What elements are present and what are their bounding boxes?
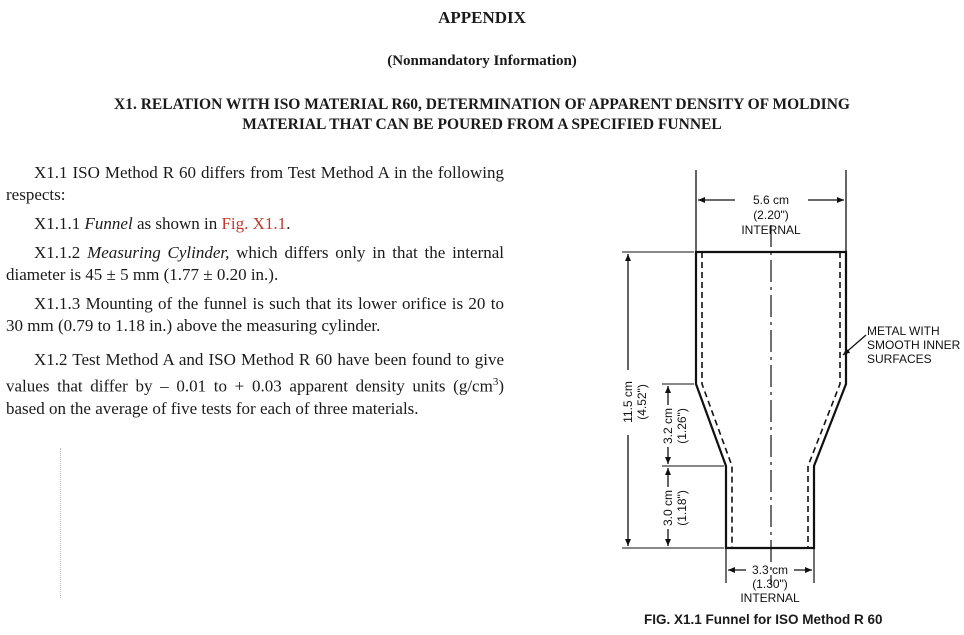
paragraph-x1-1-1-num: X1.1.1 bbox=[34, 214, 81, 233]
cone-height-label-1: 3.2 cm bbox=[661, 407, 675, 445]
top-dim-label-3: INTERNAL bbox=[741, 223, 801, 237]
paragraph-x1-2 bbox=[6, 349, 504, 420]
paragraph-x1-2-text-a: X1.2 Test Method A and ISO Method R 60 have been found to give values that differ by – 0.01 to + 0.03 apparent density units (g/cm bbox=[6, 350, 504, 396]
paragraph-x1-1-1-mid: as shown in bbox=[132, 214, 222, 233]
section-heading-line-2: MATERIAL THAT CAN BE POURED FROM A SPECIFIED FUNNEL bbox=[242, 116, 722, 133]
paragraph-x1-2-text-b: ) based on the average of five tests for each of three materials. bbox=[6, 376, 504, 418]
paragraph-x1-1-2-num: X1.1.2 bbox=[34, 243, 81, 262]
margin-dotted-line bbox=[60, 448, 62, 598]
body-text bbox=[6, 162, 504, 427]
bottom-dim-label-3: INTERNAL bbox=[740, 591, 800, 605]
note-label-1: METAL WITH bbox=[867, 324, 940, 338]
paragraph-x1-1-1 bbox=[6, 213, 504, 235]
total-height-label-1: 11.5 cm bbox=[621, 381, 635, 423]
funnel-figure bbox=[590, 165, 964, 610]
cone-height-label-2: (1.26") bbox=[675, 408, 689, 444]
stem-height-label-2: (1.18") bbox=[675, 490, 689, 526]
note-label-2: SMOOTH INNER bbox=[867, 338, 961, 352]
top-dim-label-1: 5.6 cm bbox=[752, 193, 790, 207]
figure-caption: FIG. X1.1 Funnel for ISO Method R 60 bbox=[644, 612, 883, 627]
section-heading bbox=[0, 95, 964, 135]
bottom-dim-label-2: (1.30") bbox=[752, 577, 788, 591]
section-heading-line-1: X1. RELATION WITH ISO MATERIAL R60, DETERMINATION OF APPARENT DENSITY OF MOLDING bbox=[114, 96, 850, 113]
appendix-title: APPENDIX bbox=[438, 8, 526, 27]
appendix-subtitle: (Nonmandatory Information) bbox=[387, 53, 577, 69]
top-dim-label-2: (2.20") bbox=[753, 208, 789, 222]
paragraph-x1-1-2 bbox=[6, 242, 504, 286]
paragraph-x1-1-2-text: which differs only in that the internal diameter is 45 ± 5 mm (1.77 ± 0.20 in.). bbox=[6, 243, 505, 284]
paragraph-x1-1-3-text: X1.1.3 Mounting of the funnel is such that its lower orifice is 20 to 30 mm (0.79 to 1.18 in.) above the measuring cylinder. bbox=[6, 294, 504, 335]
figure-link[interactable]: Fig. X1.1 bbox=[221, 214, 287, 233]
term-funnel: Funnel bbox=[84, 214, 133, 233]
paragraph-x1-1-text: X1.1 ISO Method R 60 differs from Test Method A in the following respects: bbox=[6, 163, 504, 204]
term-measuring-cylinder: Measuring Cylinder, bbox=[87, 243, 230, 262]
note-label-3: SURFACES bbox=[867, 352, 932, 366]
paragraph-x1-1 bbox=[6, 162, 504, 206]
paragraph-x1-1-3 bbox=[6, 293, 504, 337]
paragraph-x1-1-1-end: . bbox=[286, 214, 291, 233]
total-height-label-2: (4.52") bbox=[635, 384, 649, 420]
stem-height-label-1: 3.0 cm bbox=[661, 489, 675, 527]
superscript-3: 3 bbox=[492, 376, 499, 388]
bottom-dim-label-1: 3.3 cm bbox=[751, 563, 789, 577]
